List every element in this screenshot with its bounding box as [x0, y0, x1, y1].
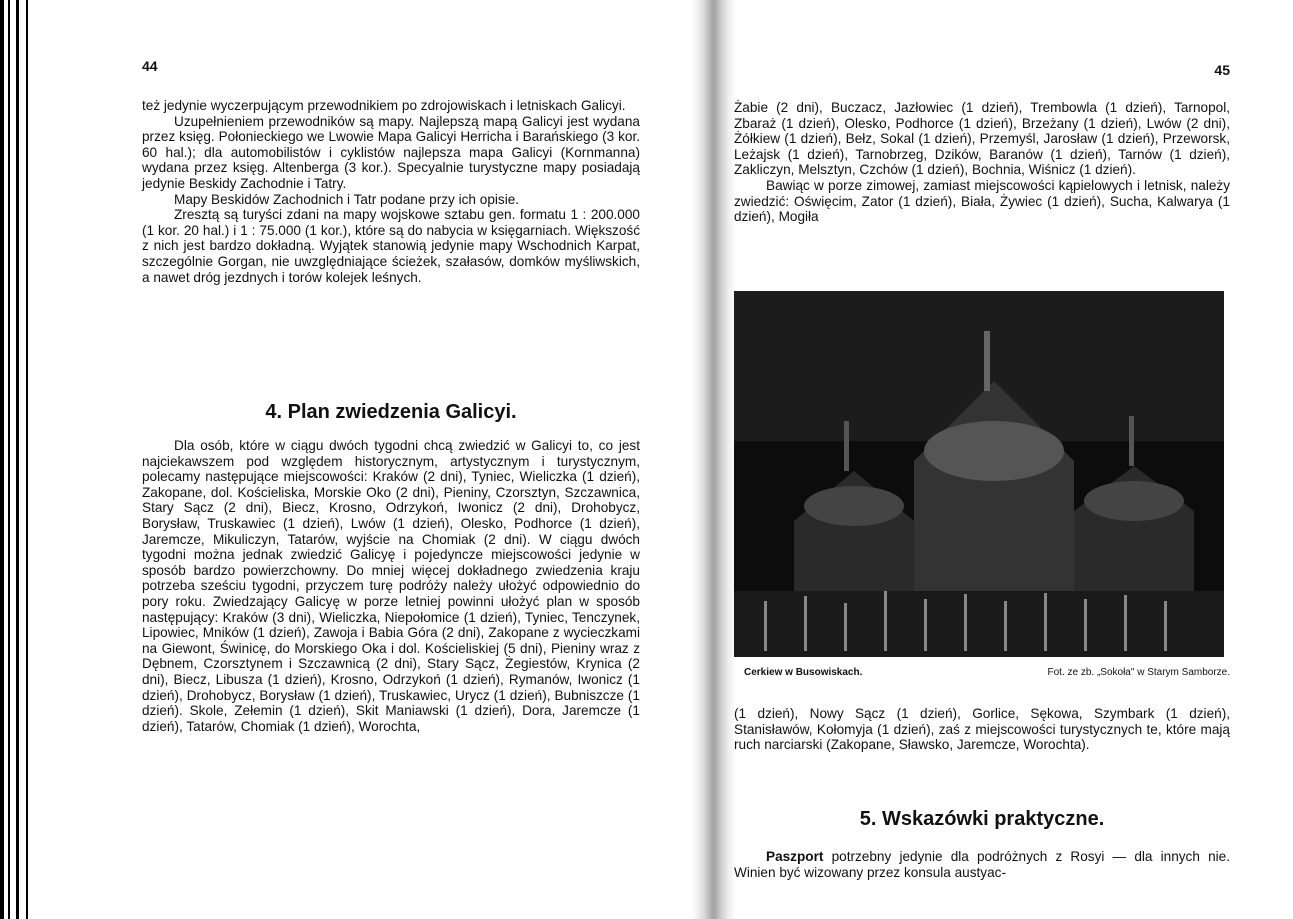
page-number-left: 44: [142, 58, 158, 74]
right-page: [734, 0, 1230, 919]
paragraph-text: potrzebny jedynie dla podróżnych z Rosyi — dla innych nie. Winien być wizowany przez konsula austyac-: [734, 849, 1230, 880]
left-page: [142, 0, 640, 919]
church-photo: [734, 291, 1224, 657]
paragraph: Dla osób, które w ciągu dwóch tygodni chcą zwiedzić w Galicyi to, co jest najciekawszem pod względem historycznym, artystycznym i turystycznym, polecamy następujące miejscowości: Kraków (2 dni), Tyniec, Wieliczka (1 dzień), Zakopane, dol. Kościeliska, Morskie Oko (2 dni), Pieniny, Czorsztyn, Szczawnica, Stary Sącz (2 dni), Biecz, Krosno, Odrzykoń, Iwonicz (2 dni), Drohobycz, Borysław, Truskawiec (1 dzień), Lwów (1 dzień), Olesko, Podhorce (1 dzień), Jaremcze, Mikuliczyn, Tatarów, wyjście na Chomiak (2 dni). W ciągu dwóch tygodni można jednak zwiedzić Galicyę i pojedyncze miejscowości jedynie w sposób bardzo powierzchowny. Do mniej więcej dokładnego zwiedzenia kraju potrzeba sześciu tygodni, przyczem turę podróży należy ułożyć odpowiednio do pory roku. Zwiedzający Galicyę w porze letniej powinni ułożyć plan w sposób następujący: Kraków (3 dni), Wieliczka, Niepołomice (1 dzień), Tyniec, Tenczynek, Lipowiec, Mników (1 dzień), Zawoja i Babia Góra (2 dni), Zakopane z wycieczkami na Giewont, Świnicę, do Morskiego Oka i dol. Kościeliskiej (5 dni), Pieniny wraz z Dębnem, Czorsztynem i Szczawnicą (2 dni), Stary Sącz, Żegiestów, Krynica (2 dni), Biecz, Libusza (1 dzień), Krosno, Odrzykoń (1 dzień), Rymanów, Iwonicz (1 dzień), Drohobycz, Borysław (1 dzień), Truskawiec, Urycz (1 dzień), Bubniszcze (1 dzień). Skole, Zełemin (1 dzień), Skit Maniawski (1 dzień), Dora, Jaremcze (1 dzień), Tatarów, Chomiak (1 dzień), Worochta,: [142, 438, 640, 734]
bold-term: Paszport: [766, 849, 824, 864]
section-heading: 4. Plan zwiedzenia Galicyi.: [265, 401, 517, 423]
left-text-block-2: [142, 438, 640, 734]
paragraph: Bawiąc w porze zimowej, zamiast miejscowości kąpielowych i letnisk, należy zwiedzić: Oświęcim, Zator (1 dzień), Biała, Żywiec (1 dzień), Sucha, Kalwarya (1 dzień), Mogiła: [734, 177, 1230, 225]
section-heading: 5. Wskazówki praktyczne.: [859, 808, 1105, 830]
church-illustration: [734, 291, 1224, 657]
photo-credit: Fot. ze zb. „Sokoła" w Starym Samborze.: [1047, 667, 1230, 678]
page-number-right: 45: [1214, 62, 1230, 78]
photo-caption: Cerkiew w Busowiskach.: [744, 667, 863, 678]
right-text-block-2: [734, 706, 1230, 753]
page-gutter: [690, 0, 736, 919]
right-text-block-3: [734, 849, 1230, 880]
paragraph: Uzupełnieniem przewodników są mapy. Najlepszą mapą Galicyi jest wydana przez księg. Połonieckiego we Lwowie Mapa Galicyi Herricha i Barańskiego (3 kor. 60 hal.); dla automobilistów i cyklistów najlepsza mapa Galicyi (Kornmanna) wydana przez księg. Altenberga (3 kor.). Specyalnie turystyczne mapy posiadają jedynie Beskidy Zachodnie i Tatry.: [142, 113, 640, 191]
right-text-block-1: [734, 100, 1230, 225]
paragraph: Mapy Beskidów Zachodnich i Tatr podane przy ich opisie.: [174, 191, 520, 207]
paragraph: (1 dzień), Nowy Sącz (1 dzień), Gorlice, Sękowa, Szymbark (1 dzień), Stanisławów, Kołomyja (1 dzień), zaś z miejscowości turystycznych te, które mają ruch narciarski (Zakopane, Sławsko, Jaremcze, Worochta).: [734, 706, 1230, 753]
paragraph: Zresztą są turyści zdani na mapy wojskowe sztabu gen. formatu 1 : 200.000 (1 kor. 20 hal.) i 1 : 75.000 (1 kor.), które są do nabycia w księgarniach. Większość z nich jest bardzo dokładną. Wyjątek stanowią jedynie mapy Wschodnich Karpat, szczególnie Gorgan, nie uwzględniające ścieżek, szałasów, domków myśliwskich, a nawet dróg jezdnych i torów kolejek leśnych.: [142, 207, 640, 285]
left-text-block-1: [142, 98, 640, 285]
paragraph: też jedynie wyczerpującym przewodnikiem po zdrojowiskach i letniskach Galicyi.: [142, 98, 626, 113]
book-spine-edge: [0, 0, 40, 919]
paragraph: [734, 849, 1230, 880]
paragraph: Żabie (2 dni), Buczacz, Jazłowiec (1 dzień), Trembowla (1 dzień), Tarnopol, Zbaraż (1 dzień), Olesko, Podhorce (1 dzień), Brzeżany (1 dzień), Lwów (2 dni), Żółkiew (1 dzień), Bełz, Sokal (1 dzień), Przemyśl, Jarosław (1 dzień), Przeworsk, Leżajsk (1 dzień), Tarnobrzeg, Dzików, Baranów (1 dzień), Tarnów (1 dzień), Zakliczyn, Melsztyn, Czchów (1 dzień), Bochnia, Wiśnicz (1 dzień).: [734, 100, 1230, 178]
